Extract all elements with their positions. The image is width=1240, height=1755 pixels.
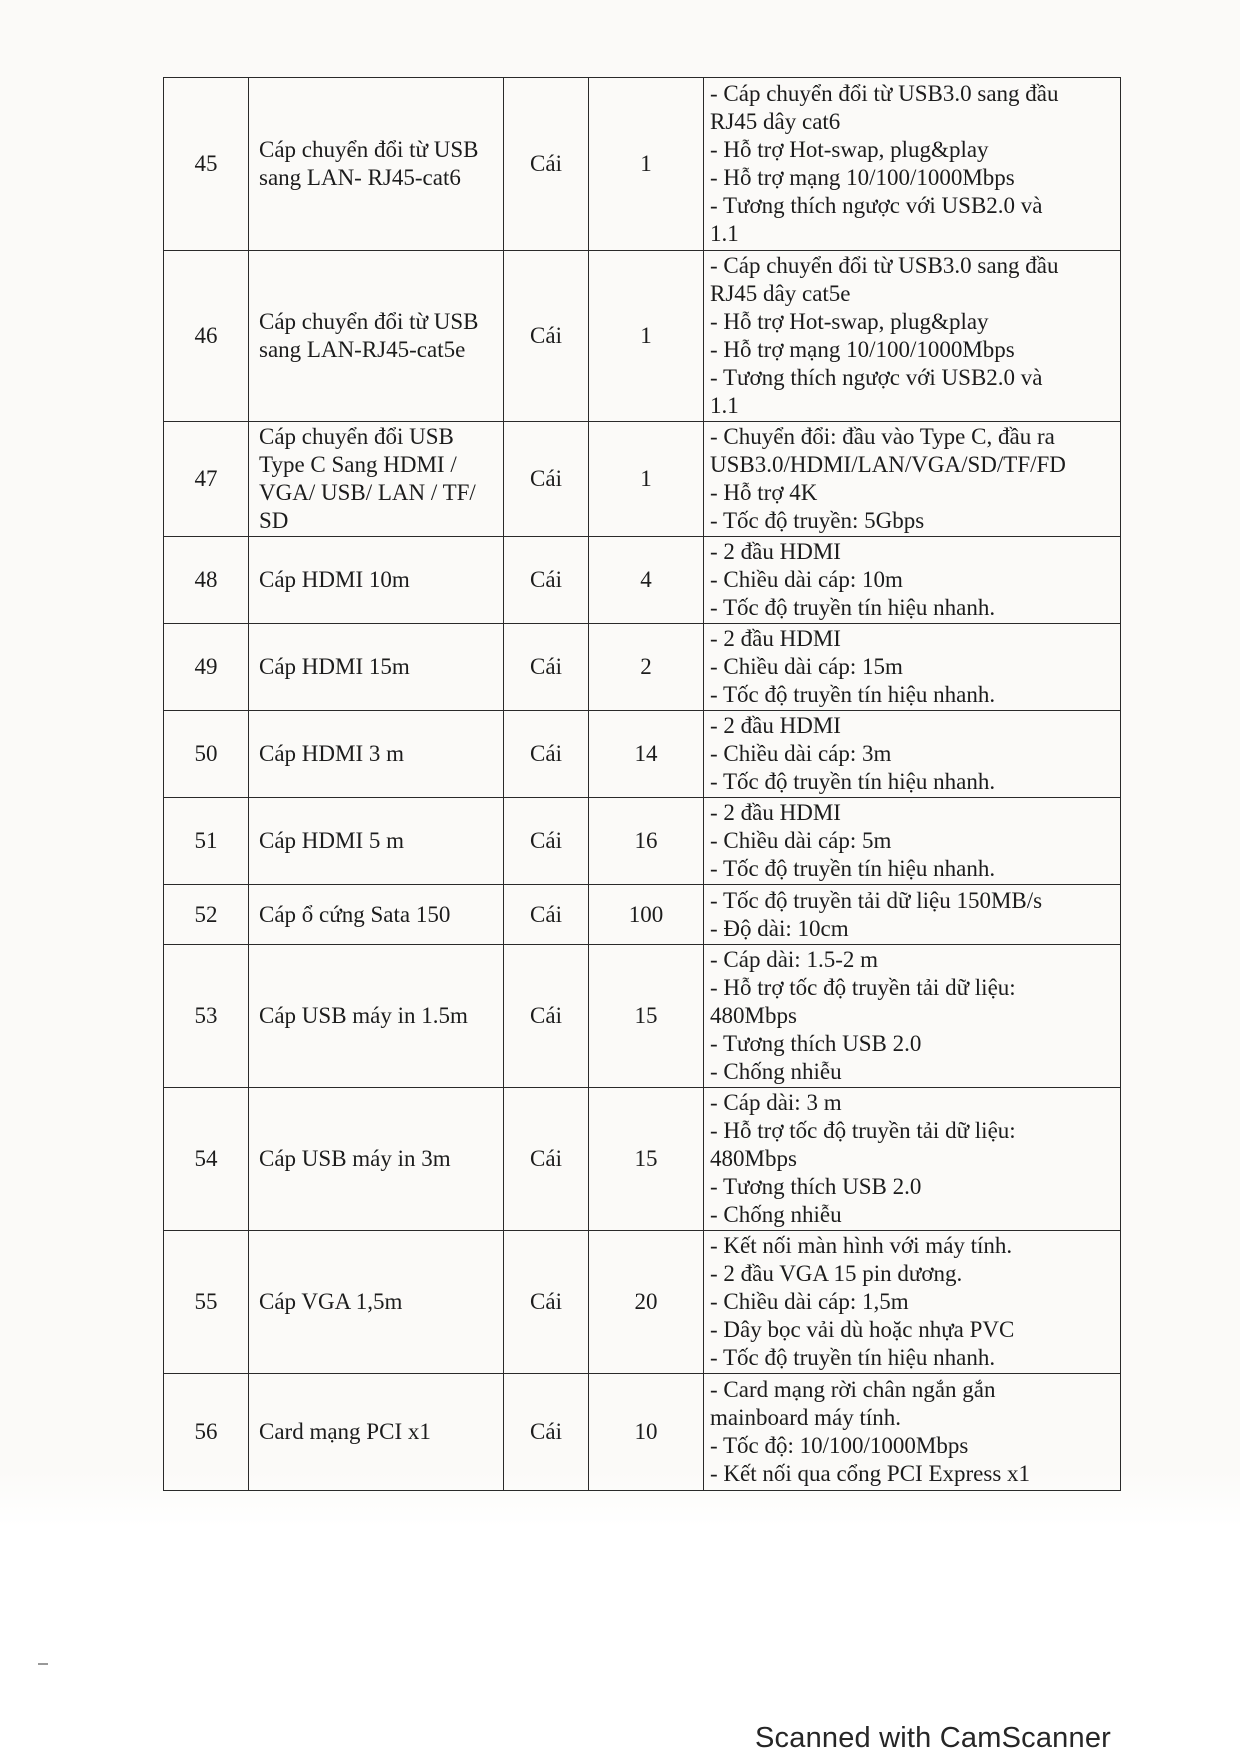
item-specification [704, 537, 1121, 624]
item-quantity: 15 [589, 1088, 704, 1231]
item-name-line: Cáp chuyển đổi từ USB [259, 309, 479, 334]
page-background [0, 1470, 1240, 1755]
spec-line: - Tương thích ngược với USB2.0 và [710, 193, 1043, 218]
item-name [249, 798, 504, 885]
spec-line: - Hỗ trợ Hot-swap, plug&play [710, 309, 989, 334]
table-row [164, 1374, 1121, 1491]
item-specification [704, 422, 1121, 537]
spec-line: - 2 đầu HDMI [710, 713, 841, 738]
spec-line: - Hỗ trợ tốc độ truyền tải dữ liệu: [710, 1118, 1016, 1143]
table-row [164, 422, 1121, 537]
item-name [249, 711, 504, 798]
item-name [249, 624, 504, 711]
item-quantity: 100 [589, 885, 704, 945]
item-unit: Cái [504, 885, 589, 945]
spec-line: - Cáp dài: 1.5-2 m [710, 947, 878, 972]
spec-line: - Tốc độ truyền tải dữ liệu 150MB/s [710, 887, 1043, 913]
spec-line: - Hỗ trợ 4K [710, 480, 818, 505]
spec-line: - Độ dài: 10cm [710, 915, 849, 941]
item-name-line: Cáp VGA 1,5m [259, 1289, 403, 1314]
table-row [164, 624, 1121, 711]
table-row [164, 537, 1121, 624]
item-quantity: 15 [589, 945, 704, 1088]
item-number: 52 [164, 885, 249, 945]
item-unit: Cái [504, 1088, 589, 1231]
spec-line: - Cáp chuyển đổi từ USB3.0 sang đầu [710, 81, 1059, 106]
item-name [249, 1231, 504, 1374]
item-specification [704, 711, 1121, 798]
item-unit: Cái [504, 711, 589, 798]
spec-line: RJ45 dây cat6 [710, 109, 841, 134]
item-specification [704, 1088, 1121, 1231]
table-row [164, 1088, 1121, 1231]
item-specification [704, 1374, 1121, 1491]
item-unit: Cái [504, 945, 589, 1088]
spec-line: - 2 đầu HDMI [710, 626, 841, 651]
spec-line: - Hỗ trợ tốc độ truyền tải dữ liệu: [710, 975, 1016, 1000]
equipment-spec-table [163, 77, 1121, 1491]
item-name-line: Cáp USB máy in 1.5m [259, 1003, 468, 1028]
item-name [249, 422, 504, 537]
spec-line: - Hỗ trợ Hot-swap, plug&play [710, 137, 989, 162]
item-name [249, 1088, 504, 1231]
table-row [164, 78, 1121, 251]
item-specification [704, 1231, 1121, 1374]
scan-edge-mark [38, 1663, 48, 1665]
spec-line: - Tốc độ truyền tín hiệu nhanh. [710, 682, 996, 707]
item-name [249, 537, 504, 624]
spec-line: - Tương thích ngược với USB2.0 và [710, 365, 1043, 390]
table-row [164, 945, 1121, 1088]
item-number: 49 [164, 624, 249, 711]
spec-line: - Chiều dài cáp: 1,5m [710, 1289, 909, 1314]
spec-line: - Kết nối qua cổng PCI Express x1 [710, 1461, 1031, 1486]
spec-line: - 2 đầu HDMI [710, 539, 841, 564]
spec-line: - Tốc độ truyền tín hiệu nhanh. [710, 856, 996, 881]
table-body [164, 78, 1121, 1491]
item-specification [704, 251, 1121, 422]
item-specification [704, 885, 1121, 945]
item-number: 54 [164, 1088, 249, 1231]
spec-line: USB3.0/HDMI/LAN/VGA/SD/TF/FD [710, 452, 1066, 477]
spec-line: - Chuyển đổi: đầu vào Type C, đầu ra [710, 424, 1055, 449]
item-name-line: Cáp HDMI 3 m [259, 741, 405, 766]
item-unit: Cái [504, 1231, 589, 1374]
item-quantity: 20 [589, 1231, 704, 1374]
item-unit: Cái [504, 1374, 589, 1491]
item-unit: Cái [504, 624, 589, 711]
item-number: 53 [164, 945, 249, 1088]
item-unit: Cái [504, 537, 589, 624]
spec-line: - Tương thích USB 2.0 [710, 1031, 922, 1056]
spec-line: - Chiều dài cáp: 10m [710, 567, 903, 592]
spec-line: - Chiều dài cáp: 3m [710, 741, 892, 766]
spec-line: 480Mbps [710, 1146, 797, 1171]
item-unit: Cái [504, 422, 589, 537]
item-name-line: Cáp USB máy in 3m [259, 1146, 451, 1171]
item-specification [704, 78, 1121, 251]
spec-line: 480Mbps [710, 1003, 797, 1028]
item-name-line: SD [259, 508, 289, 533]
item-quantity: 2 [589, 624, 704, 711]
item-number: 48 [164, 537, 249, 624]
spec-line: - Kết nối màn hình với máy tính. [710, 1233, 1013, 1258]
item-name [249, 945, 504, 1088]
spec-line: - Hỗ trợ mạng 10/100/1000Mbps [710, 337, 1015, 362]
item-quantity: 14 [589, 711, 704, 798]
spec-line: - Dây bọc vải dù hoặc nhựa PVC [710, 1317, 1015, 1342]
item-name-line: VGA/ USB/ LAN / TF/ [259, 480, 476, 505]
item-quantity: 4 [589, 537, 704, 624]
item-number: 45 [164, 78, 249, 251]
item-quantity: 1 [589, 251, 704, 422]
item-number: 47 [164, 422, 249, 537]
spec-line: - Tốc độ truyền tín hiệu nhanh. [710, 769, 996, 794]
item-unit: Cái [504, 251, 589, 422]
item-quantity: 16 [589, 798, 704, 885]
item-name-line: Cáp HDMI 5 m [259, 828, 405, 853]
item-quantity: 10 [589, 1374, 704, 1491]
table-row [164, 711, 1121, 798]
camscanner-watermark: Scanned with CamScanner [755, 1722, 1112, 1754]
spec-line: - Tốc độ: 10/100/1000Mbps [710, 1433, 969, 1458]
table-row [164, 1231, 1121, 1374]
spec-line: - Card mạng rời chân ngắn gắn [710, 1377, 996, 1402]
item-name-line: Cáp chuyển đổi từ USB [259, 137, 479, 162]
item-number: 50 [164, 711, 249, 798]
spec-line: - Hỗ trợ mạng 10/100/1000Mbps [710, 165, 1015, 190]
spec-line: - Cáp chuyển đổi từ USB3.0 sang đầu [710, 253, 1059, 278]
item-name-line: Card mạng PCI x1 [259, 1419, 431, 1444]
spec-line: - Chống nhiễu [710, 1059, 842, 1084]
spec-line: - Tốc độ truyền tín hiệu nhanh. [710, 595, 996, 620]
spec-line: 1.1 [710, 221, 739, 246]
item-name [249, 251, 504, 422]
table-row [164, 251, 1121, 422]
item-quantity: 1 [589, 78, 704, 251]
spec-line: - 2 đầu HDMI [710, 800, 841, 825]
item-name-line: Cáp HDMI 15m [259, 654, 410, 679]
spec-line: - Chống nhiễu [710, 1202, 842, 1227]
item-unit: Cái [504, 78, 589, 251]
spec-line: - Tương thích USB 2.0 [710, 1174, 922, 1199]
spec-line: 1.1 [710, 393, 739, 418]
spec-line: - Cáp dài: 3 m [710, 1090, 842, 1115]
item-name-line: sang LAN- RJ45-cat6 [259, 165, 461, 190]
spec-line: - 2 đầu VGA 15 pin dương. [710, 1261, 963, 1286]
spec-line: RJ45 dây cat5e [710, 281, 851, 306]
spec-line: mainboard máy tính. [710, 1405, 901, 1430]
spec-line: - Tốc độ truyền: 5Gbps [710, 508, 925, 533]
table-row [164, 798, 1121, 885]
table-row [164, 885, 1121, 945]
item-number: 51 [164, 798, 249, 885]
item-specification [704, 624, 1121, 711]
item-number: 55 [164, 1231, 249, 1374]
item-name-line: Cáp ổ cứng Sata 150 [259, 901, 451, 927]
spec-line: - Chiều dài cáp: 5m [710, 828, 892, 853]
item-name [249, 885, 504, 945]
item-specification [704, 945, 1121, 1088]
spec-line: - Chiều dài cáp: 15m [710, 654, 903, 679]
item-number: 56 [164, 1374, 249, 1491]
item-name-line: Cáp HDMI 10m [259, 567, 410, 592]
item-name-line: Type C Sang HDMI / [259, 452, 457, 477]
spec-line: - Tốc độ truyền tín hiệu nhanh. [710, 1345, 996, 1370]
item-unit: Cái [504, 798, 589, 885]
item-specification [704, 798, 1121, 885]
item-name [249, 1374, 504, 1491]
item-name-line: Cáp chuyển đổi USB [259, 424, 454, 449]
item-name-line: sang LAN-RJ45-cat5e [259, 337, 466, 362]
item-name [249, 78, 504, 251]
item-number: 46 [164, 251, 249, 422]
item-quantity: 1 [589, 422, 704, 537]
